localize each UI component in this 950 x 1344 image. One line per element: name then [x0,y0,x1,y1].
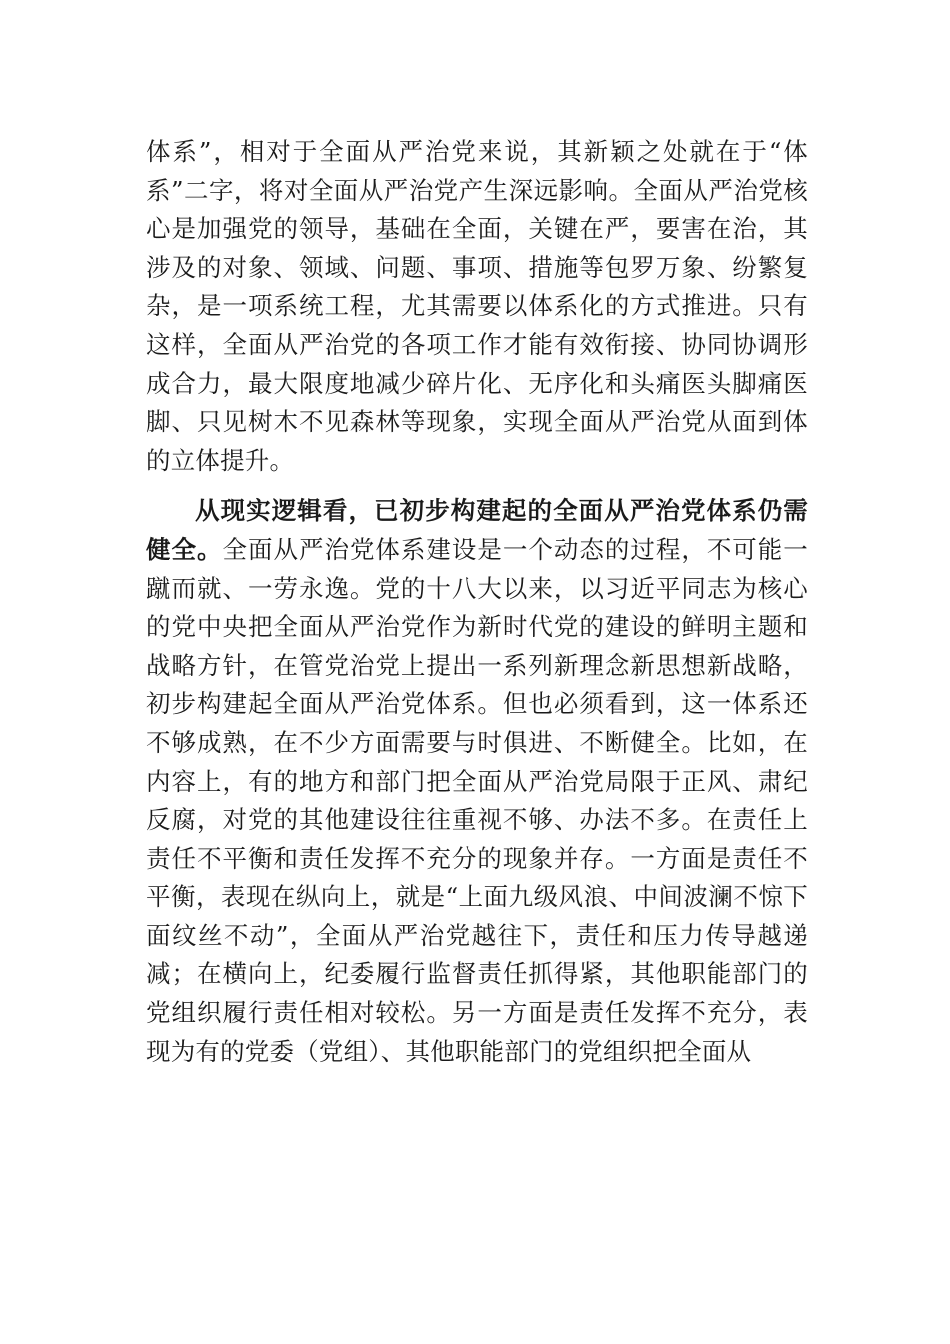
paragraph-2 [146,492,808,1071]
paragraph-1-text: 体系”，相对于全面从严治党来说，其新颖之处就在于“体系”二字，将对全面从严治党产生深远影响。全面从严治党核心是加强党的领导，基础在全面，关键在严，要害在治，其涉及的对象、领域、问题、事项、措施等包罗万象、纷繁复杂，是一项系统工程，尤其需要以体系化的方式推进。只有这样，全面从严治党的各项工作才能有效衔接、协同协调形成合力，最大限度地减少碎片化、无序化和头痛医头脚痛医脚、只见树木不见森林等现象，实现全面从严治党从面到体的立体提升。 [146,137,808,475]
paragraph-1 [146,133,808,480]
paragraph-2-lead: 从现实逻辑看，已初步构建起的全面从严治党体系仍需健全。 [146,496,808,564]
document-page [146,133,808,1071]
paragraph-2-text: 全面从严治党体系建设是一个动态的过程，不可能一蹴而就、一劳永逸。党的十八大以来，以习近平同志为核心的党中央把全面从严治党作为新时代党的建设的鲜明主题和战略方针，在管党治党上提出一系列新理念新思想新战略，初步构建起全面从严治党体系。但也必须看到，这一体系还不够成熟，在不少方面需要与时俱进、不断健全。比如，在内容上，有的地方和部门把全面从严治党局限于正风、肃纪反腐，对党的其他建设往往重视不够、办法不多。在责任上责任不平衡和责任发挥不充分的现象并存。一方面是责任不平衡，表现在纵向上，就是“上面九级风浪、中间波澜不惊下面纹丝不动”，全面从严治党越往下，责任和压力传导越递减；在横向上，纪委履行监督责任抓得紧，其他职能部门的党组织履行责任相对较松。另一方面是责任发挥不充分，表现为有的党委（党组）、其他职能部门的党组织把全面从 [146,534,808,1066]
